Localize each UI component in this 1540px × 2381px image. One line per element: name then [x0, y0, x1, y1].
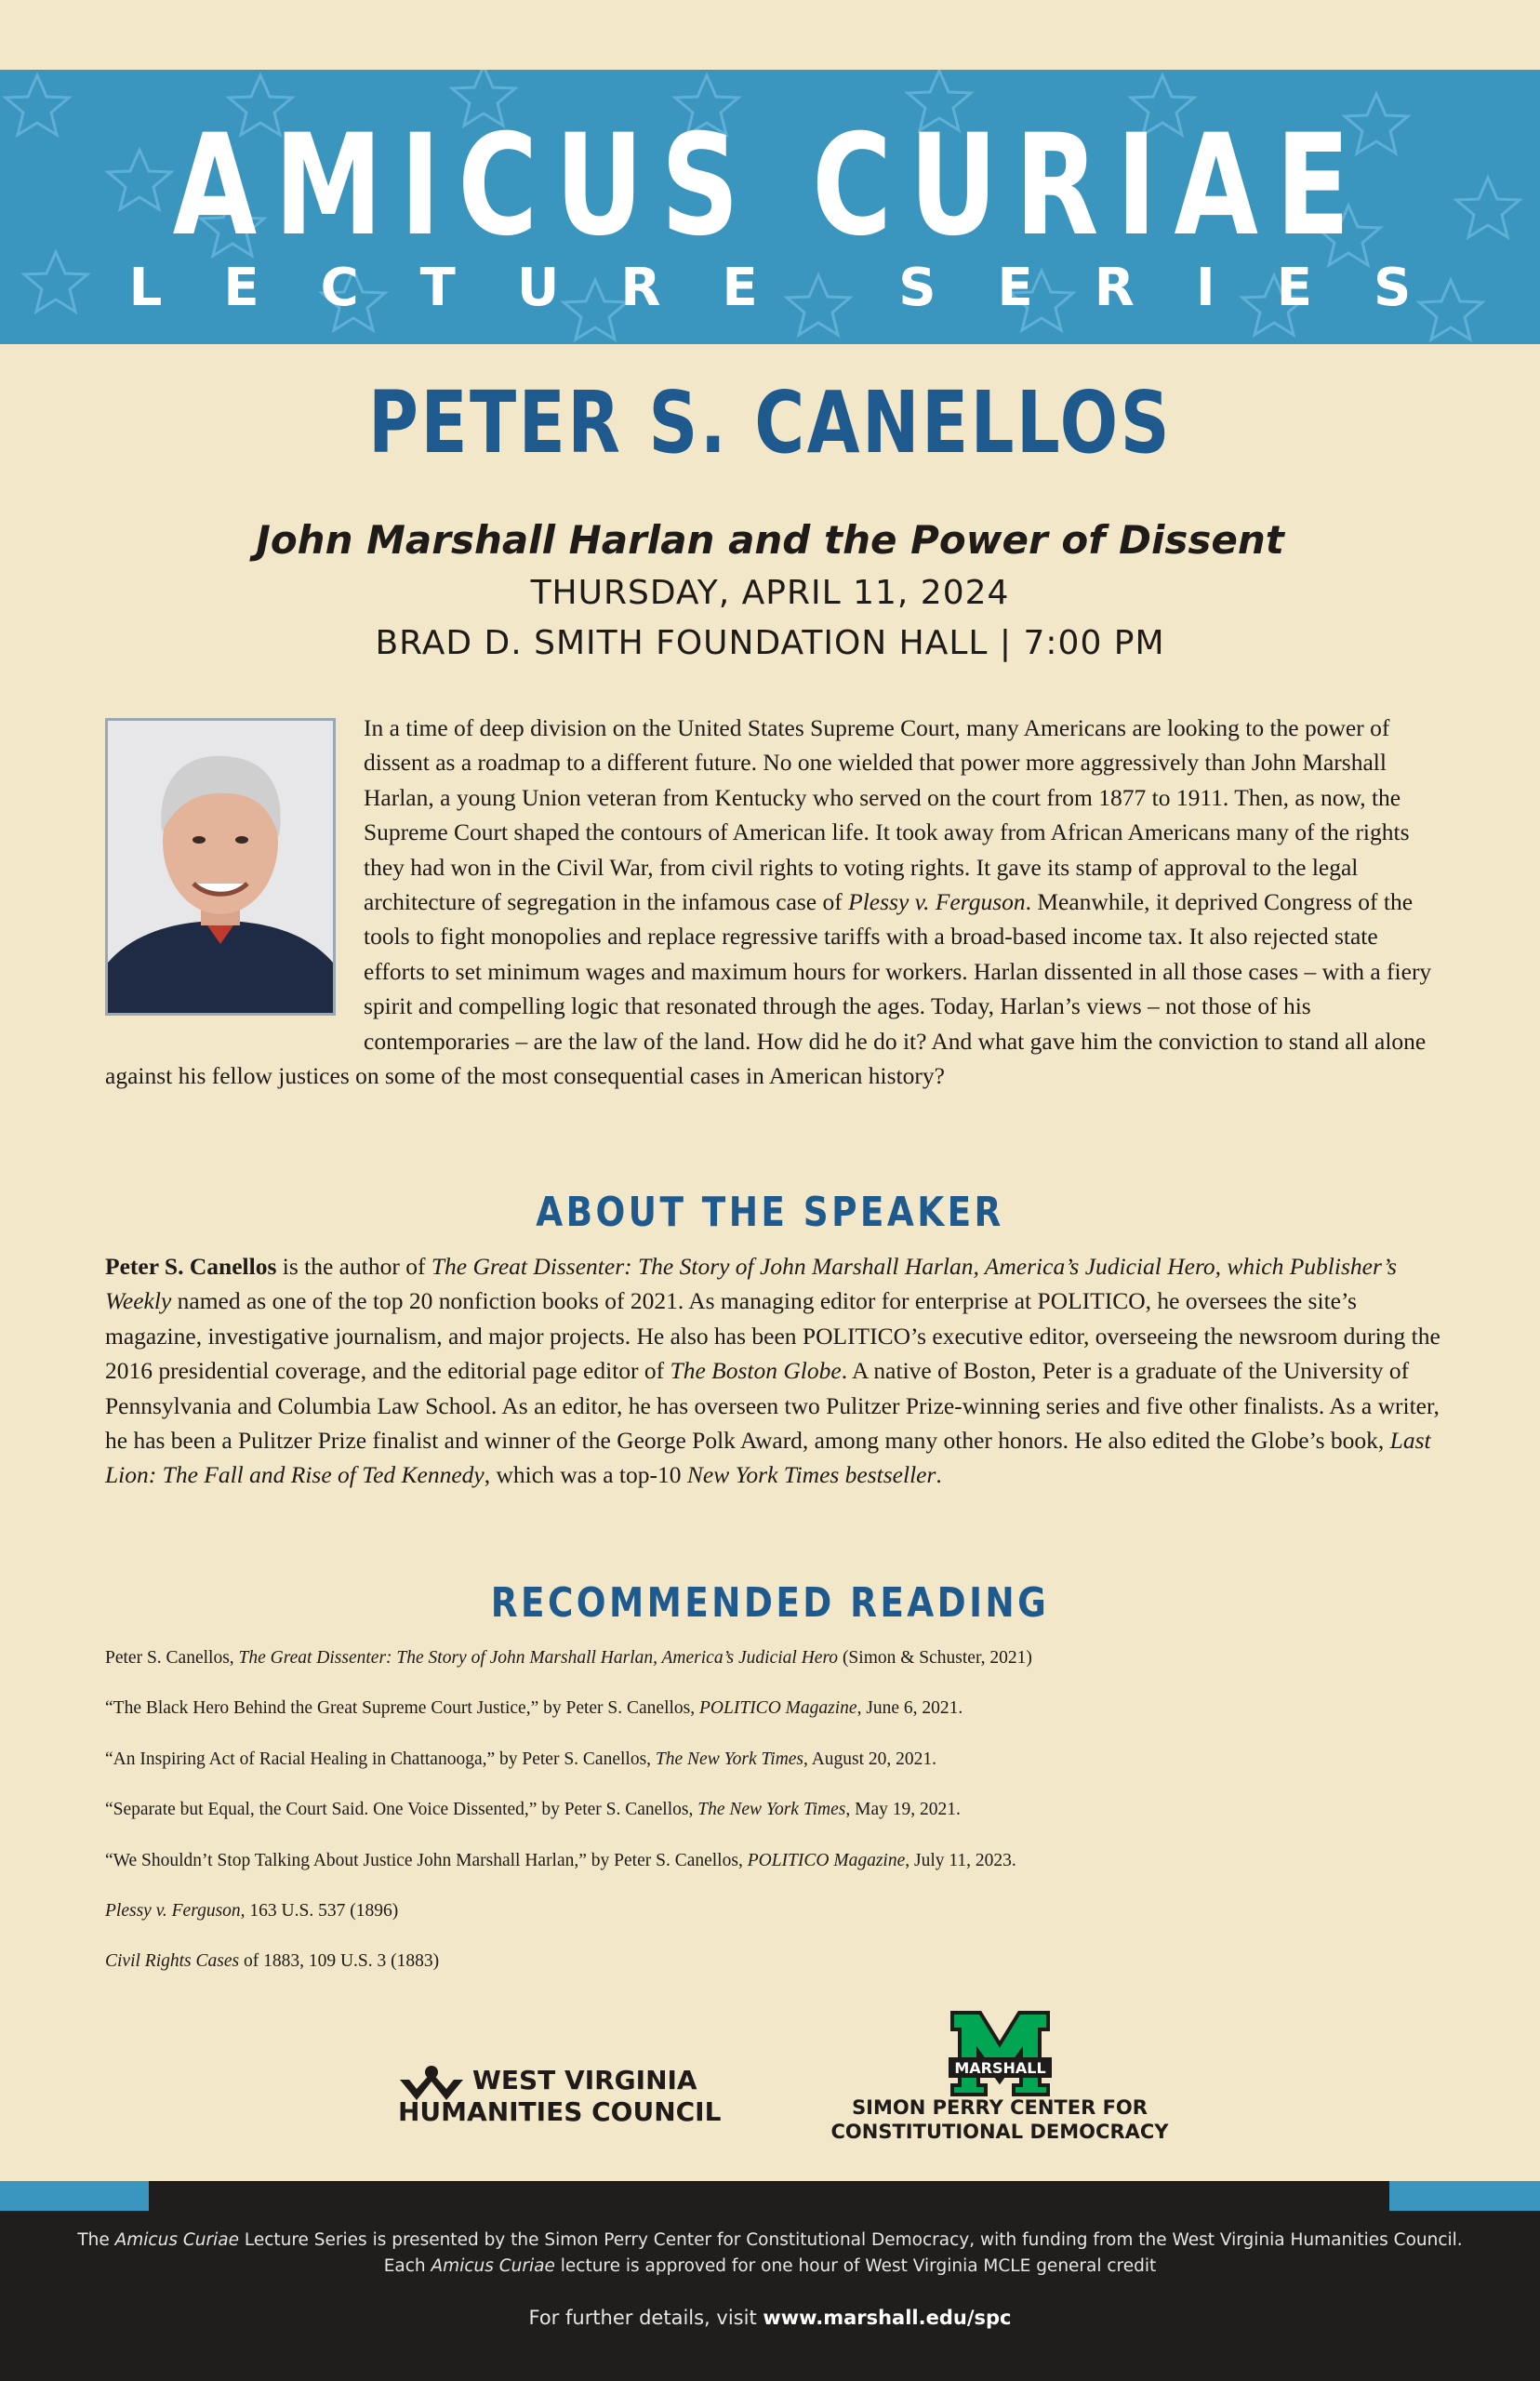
wvhc-line1: WEST VIRGINIA: [472, 2065, 697, 2095]
reading-title: The Great Dissenter: The Story of John Marshall Harlan, America’s Judicial Hero: [238, 1648, 839, 1668]
bio-nyt: New York Times bestseller: [686, 1461, 936, 1489]
abstract-text-2: . Meanwhile, it deprived Congress of the tools to fight monopolies and replace regressive tariffs with a broad-based income tax. It also rejected state efforts to set minimum wages and maximum hours for workers. Harlan dissented in all those cases – with a fiery spirit and compelling logic that resonated through the ages. Today, Harlan’s views – not those of his contemporaries – are the law of the land. How did he do it? And what gave him the conviction to stand all alone against his fellow justices on some of the most consequential cases in American history?: [105, 888, 1432, 1090]
footer-details-line: [0, 2306, 1540, 2330]
bio-text-3: . A native of Boston, Peter is a graduate of the University of Pennsylvania and Columbia Law School. As an editor, he has overseen two Pulitzer Prize-winning series and five other finalists. As a writer, he has been a Pulitzer Prize finalist and winner of the George Polk Award, among many other honors. He also edited the Globe’s book,: [105, 1357, 1440, 1455]
bio-text-1: is the author of: [276, 1253, 431, 1280]
lecture-title: John Marshall Harlan and the Power of Dissent: [256, 517, 1284, 563]
bio-last-lion: Last Lion: The Fall and Rise of Ted Kennedy: [105, 1427, 1431, 1489]
marshall-m-icon: [947, 2009, 1054, 2097]
wvhc-logo: [398, 2065, 751, 2139]
spc-line1: SIMON PERRY CENTER FOR: [852, 2096, 1148, 2119]
reading-text: , May 19, 2021.: [845, 1800, 961, 1820]
footer: [0, 2181, 1540, 2381]
speaker-bio: [105, 1249, 1444, 1493]
footer-credit-line2: [0, 2255, 1540, 2279]
spc-name: [781, 2095, 1218, 2144]
lecture-abstract: [105, 711, 1437, 1093]
reading-text: “An Inspiring Act of Racial Healing in Chattanooga,” by Peter S. Canellos,: [105, 1749, 656, 1769]
reading-title: POLITICO Magazine: [699, 1698, 857, 1719]
footer-url-link[interactable]: www.marshall.edu/spc: [763, 2307, 1012, 2329]
footer-text: Lecture Series is presented by the Simon Perry Center for Constitutional Democracy, with funding from the West Virginia Humanities Council.: [238, 2230, 1463, 2250]
reading-text: “The Black Hero Behind the Great Supreme Court Justice,” by Peter S. Canellos,: [105, 1698, 700, 1719]
list-item: [105, 1798, 1444, 1848]
footer-text: For further details, visit: [528, 2307, 763, 2329]
marshall-word: MARSHALL: [954, 2059, 1046, 2077]
reading-title: Civil Rights Cases: [105, 1951, 240, 1972]
about-heading: ABOUT THE SPEAKER: [536, 1189, 1004, 1236]
reading-text: of 1883, 109 U.S. 3 (1883): [239, 1951, 440, 1972]
reading-heading: RECOMMENDED READING: [490, 1579, 1050, 1627]
reading-text: , June 6, 2021.: [856, 1698, 963, 1719]
bio-text-2: named as one of the top 20 nonfiction books of 2021. As managing editor for enterprise at POLITICO, he oversees the site’s magazine, investigative journalism, and major projects. He also has been POLITICO’s executive editor, overseeing the newsroom during the 2016 presidential coverage, and the editorial page editor of: [105, 1287, 1440, 1385]
sponsor-logos: [0, 2009, 1540, 2158]
footer-credit-line1: [0, 2228, 1540, 2253]
footer-accent-right: [1389, 2181, 1540, 2211]
reading-text: , 163 U.S. 537 (1896): [240, 1900, 399, 1921]
series-subtitle: LECTURE SERIES: [128, 258, 1473, 318]
reading-text: “Separate but Equal, the Court Said. One Voice Dissented,” by Peter S. Canellos,: [105, 1800, 698, 1820]
abstract-text-1: In a time of deep division on the United States Supreme Court, many Americans are looking to the power of dissent as a roadmap to a different future. No one wielded that power more aggressively than John Marshall Harlan, a young Union veteran from Kentucky who served on the court from 1877 to 1911. Then, as now, the Supreme Court shaped the contours of American life. It took away from African Americans many of the rights they had won in the Civil War, from civil rights to voting rights. It gave its stamp of approval to the legal architecture of segregation in the infamous case of: [364, 714, 1410, 916]
wvhc-line2: HUMANITIES COUNCIL: [398, 2096, 722, 2127]
footer-text: lecture is approved for one hour of West Virginia MCLE general credit: [554, 2256, 1157, 2276]
wvhc-name: [398, 2065, 770, 2128]
footer-series-name: Amicus Curiae: [114, 2230, 239, 2250]
event-venue-time: BRAD D. SMITH FOUNDATION HALL | 7:00 PM: [375, 624, 1165, 662]
list-item: [105, 1949, 1444, 2000]
reading-text: , August 20, 2021.: [803, 1749, 937, 1769]
bio-text-5: .: [936, 1461, 942, 1489]
bio-book-title: The Great Dissenter: The Story of John Marshall Harlan, America’s Judicial Hero, which Publisher’s Weekly: [105, 1253, 1397, 1315]
list-item: [105, 1899, 1444, 1949]
reading-text: “We Shouldn’t Stop Talking About Justice John Marshall Harlan,” by Peter S. Canellos,: [105, 1850, 748, 1870]
reading-text: Peter S. Canellos,: [105, 1648, 239, 1668]
reading-list: [105, 1646, 1444, 2001]
header-banner: [0, 70, 1540, 344]
footer-text: Each: [383, 2256, 431, 2276]
speaker-name: PETER S. CANELLOS: [368, 373, 1172, 472]
reading-title: POLITICO Magazine: [747, 1850, 906, 1870]
list-item: [105, 1748, 1444, 1798]
reading-text: (Simon & Schuster, 2021): [838, 1648, 1032, 1668]
series-title: AMICUS CURIAE: [172, 105, 1368, 267]
reading-title: The New York Times: [655, 1749, 804, 1769]
bio-text-4: , which was a top-10: [484, 1461, 687, 1489]
footer-accent-left: [0, 2181, 149, 2211]
reading-title: Plessy v. Ferguson: [105, 1900, 241, 1921]
list-item: [105, 1849, 1444, 1899]
event-date: THURSDAY, APRIL 11, 2024: [530, 574, 1010, 612]
bio-globe: The Boston Globe: [670, 1357, 842, 1385]
list-item: [105, 1646, 1444, 1696]
list-item: [105, 1696, 1444, 1747]
reading-text: , July 11, 2023.: [905, 1850, 1016, 1870]
reading-title: The New York Times: [697, 1800, 846, 1820]
bio-name: Peter S. Canellos: [105, 1253, 277, 1280]
footer-text: The: [77, 2230, 115, 2250]
spc-line2: CONSTITUTIONAL DEMOCRACY: [830, 2121, 1169, 2143]
abstract-case-name: Plessy v. Ferguson: [848, 888, 1026, 916]
footer-series-name: Amicus Curiae: [431, 2256, 555, 2276]
